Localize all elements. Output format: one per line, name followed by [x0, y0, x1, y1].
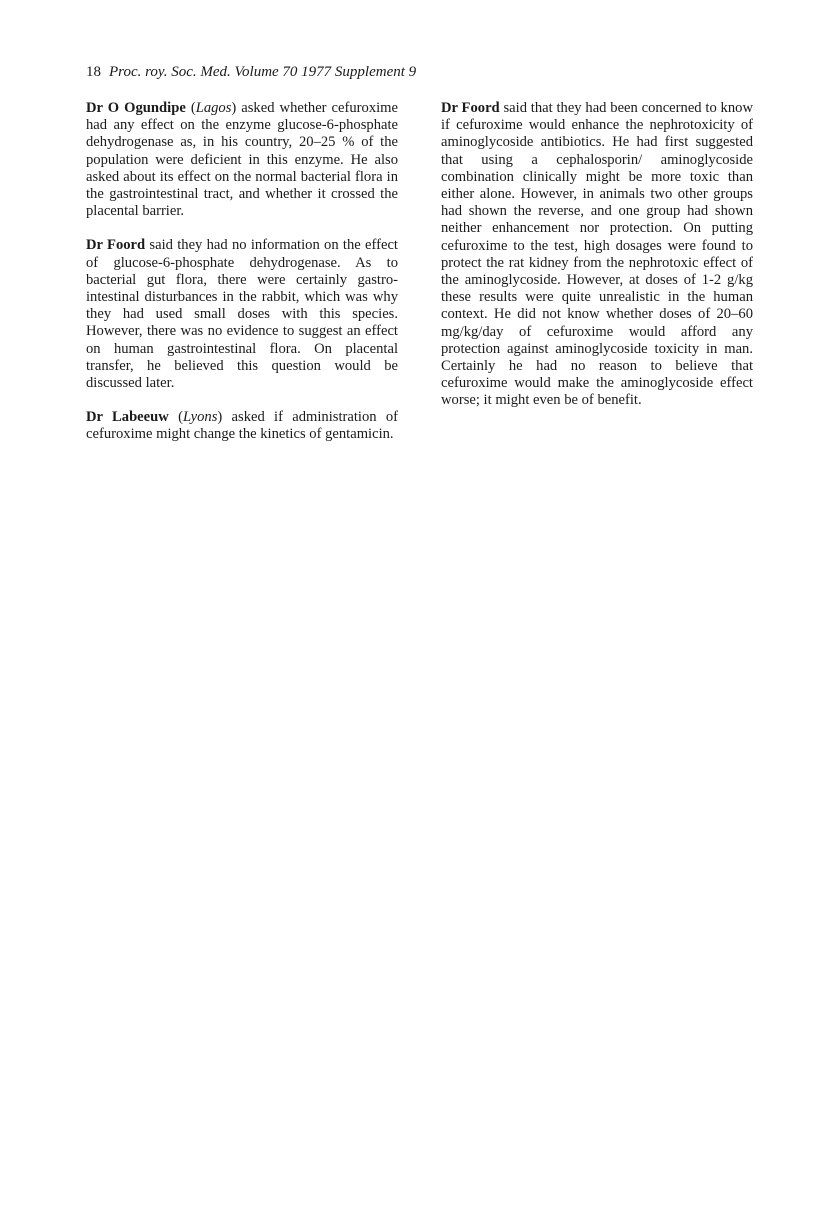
running-head [86, 64, 416, 81]
speaker-name: Dr Foord [441, 100, 500, 116]
speaker-location: Lyons [182, 409, 218, 426]
paragraph-text: ) asked if administration of cefuroxime might change the kinetics of gentamicin. [86, 409, 398, 443]
speaker-name: Dr O Ogundipe [86, 100, 186, 116]
speaker-name: Dr Foord [86, 237, 146, 254]
paragraph-text: said they had no information on the effect of glucose-6-phosphate dehydrogenase. As to bacterial gut flora, there were certainly gastrointestinal disturbances in the rabbit, which was why they had used small doses with this species. However, there was no evidence to suggest an effect on human gastrointestinal flora. On placental transfer, he believed this question would be discussed later. [86, 237, 398, 392]
page-number: 18 [86, 64, 101, 80]
paragraph-text: said that they had been concerned to know if cefuroxime would enhance the nephrotoxicity of aminoglycoside antibiotics. He had first suggested that using a cephalosporin/ aminoglycoside combination clinically might be more toxic than either alone. However, in animals two other groups had shown the reverse, and one group had shown neither enhancement nor protection. On putting cefuroxime to the test, high dosages were found to protect the rat kidney from the nephrotoxic effect of the aminoglycoside. However, at doses of 1-2 g/kg these results were quite unrealistic in the human context. He did not know whether doses of 20–60 mg/kg/day of cefuroxime would afford any protection against aminoglycoside toxicity in man. Certainly he had no reason to believe that cefuroxime would make the aminoglycoside effect worse; it might even be of benefit. [441, 100, 753, 409]
paragraph-text: ) asked whether cefuroxime had any effect on the enzyme glucose-6-phosphate dehydrogenase as, in his country, 20–25 % of the population were deficient in this enzyme. He also asked about its effect on the normal bacterial flora in the gastrointestinal tract, and whether it crossed the placental barrier. [86, 100, 398, 220]
speaker-location: Lagos [195, 100, 232, 116]
right-column [441, 100, 753, 427]
paren-open: ( [168, 409, 183, 426]
speaker-name: Dr Labeeuw [86, 409, 169, 426]
paragraph-labeeuw-question [86, 409, 398, 443]
paren-open: ( [185, 100, 196, 116]
journal-citation: Proc. roy. Soc. Med. Volume 70 1977 Supplement 9 [109, 64, 417, 80]
left-column [86, 100, 398, 461]
paragraph-foord-answer [86, 237, 398, 392]
paragraph-ogundipe-question [86, 100, 398, 220]
paragraph-foord-reply [441, 100, 753, 410]
